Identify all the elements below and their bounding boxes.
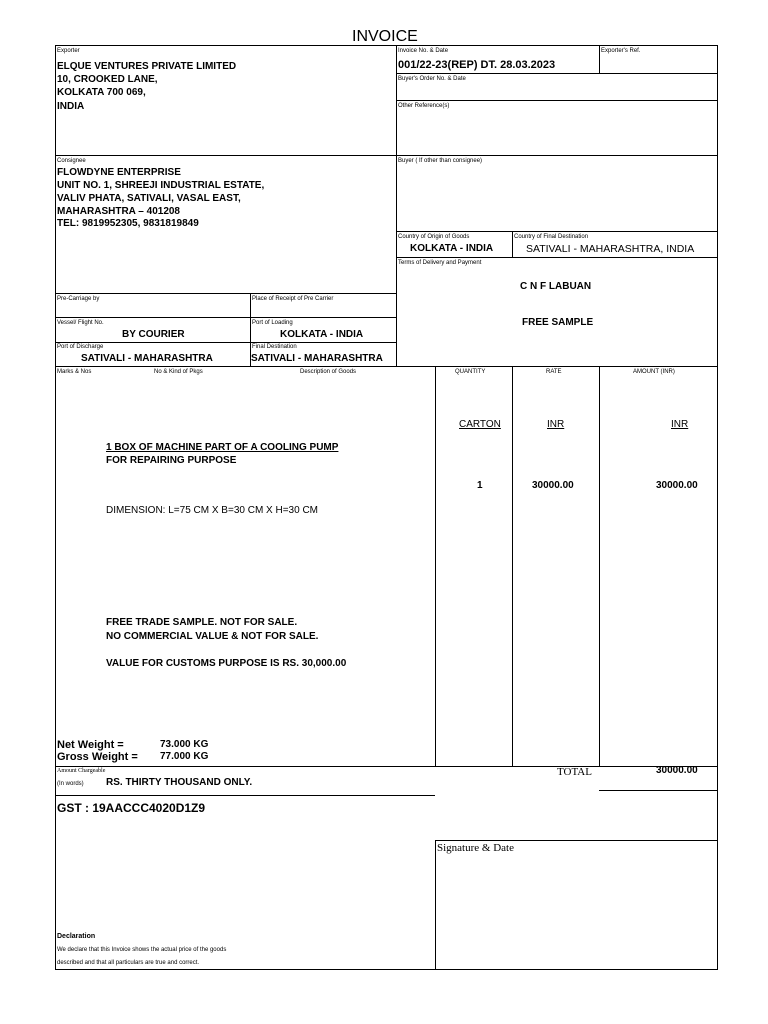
invoice-no-label: Invoice No. & Date	[398, 48, 449, 54]
exporter-name: ELQUE VENTURES PRIVATE LIMITED	[57, 61, 237, 72]
origin-label: Country of Origin of Goods	[398, 234, 470, 240]
description-header: Description of Goods	[300, 369, 357, 375]
terms-label: Terms of Delivery and Payment	[398, 260, 482, 266]
page-title: INVOICE	[352, 28, 418, 45]
declaration-line1: We declare that this Invoice shows the actual price of the goods	[57, 947, 227, 953]
port-discharge-value: SATIVALI - MAHARASHTRA	[81, 353, 213, 364]
final-destination-country-label: Country of Final Destination	[514, 234, 589, 240]
signature-date-label: Signature & Date	[437, 842, 514, 854]
final-destination-value: SATIVALI - MAHARASHTRA	[251, 353, 383, 364]
gross-weight-label: Gross Weight =	[57, 751, 138, 763]
invoice-no-value: 001/22-23(REP) DT. 28.03.2023	[398, 59, 556, 71]
in-words-label: (In words)	[57, 781, 84, 787]
exporter-label: Exporter	[57, 48, 80, 54]
port-loading-label: Port of Loading	[252, 320, 293, 326]
amount-chargeable-label: Amount Chargeable	[57, 768, 106, 774]
buyer-label: Buyer ( If other than consignee)	[398, 158, 483, 164]
amount-value: 30000.00	[656, 480, 698, 491]
port-loading-value: KOLKATA - INDIA	[280, 329, 364, 340]
exporters-ref-label: Exporter's Ref.	[601, 48, 641, 54]
amount-in-words: RS. THIRTY THOUSAND ONLY.	[106, 777, 253, 788]
kind-of-pkgs-header: No & Kind of Pkgs	[154, 369, 203, 375]
dimension: DIMENSION: L=75 CM X B=30 CM X H=30 CM	[106, 505, 319, 516]
gross-weight-value: 77.000 KG	[160, 751, 209, 762]
consignee-name: FLOWDYNE ENTERPRISE	[57, 167, 181, 178]
gst-number: GST : 19AACCC4020D1Z9	[57, 801, 206, 815]
note-no-commercial-value: NO COMMERCIAL VALUE & NOT FOR SALE.	[106, 631, 319, 642]
port-discharge-label: Port of Discharge	[57, 344, 104, 350]
vessel-value: BY COURIER	[122, 329, 185, 340]
amount-header: AMOUNT (INR)	[633, 369, 675, 375]
rate-currency: INR	[547, 419, 565, 430]
final-destination-label: Final Destination	[252, 344, 297, 350]
declaration-label: Declaration	[57, 933, 96, 940]
final-destination-country-value: SATIVALI - MAHARASHTRA, INDIA	[526, 243, 695, 255]
note-free-trade-sample: FREE TRADE SAMPLE. NOT FOR SALE.	[106, 617, 298, 628]
net-weight-label: Net Weight =	[57, 739, 124, 751]
place-of-receipt-label: Place of Receipt of Pre Carrier	[252, 296, 334, 302]
consignee-address-line2: VALIV PHATA, SATIVALI, VASAL EAST,	[57, 193, 241, 204]
exporter-address-line3: INDIA	[57, 101, 85, 112]
quantity-value: 1	[477, 480, 483, 491]
exporter-address-line2: KOLKATA 700 069,	[57, 87, 146, 98]
total-label: TOTAL	[557, 766, 592, 778]
declaration-line2: described and that all particulars are true and correct.	[57, 960, 200, 966]
buyers-order-label: Buyer's Order No. & Date	[398, 76, 466, 82]
rate-header: RATE	[546, 369, 562, 375]
consignee-address-line3: MAHARASHTRA – 401208	[57, 206, 180, 217]
net-weight-value: 73.000 KG	[160, 739, 209, 750]
consignee-label: Consignee	[57, 158, 86, 164]
quantity-unit: CARTON	[459, 419, 501, 430]
goods-description-line2: FOR REPAIRING PURPOSE	[106, 455, 237, 466]
consignee-address-line1: UNIT NO. 1, SHREEJI INDUSTRIAL ESTATE,	[57, 180, 265, 191]
other-references-label: Other Reference(s)	[398, 103, 450, 109]
vessel-label: Vessel/ Flight No.	[57, 320, 104, 326]
amount-currency: INR	[671, 419, 689, 430]
pre-carriage-label: Pre-Carriage by	[57, 296, 100, 302]
total-value: 30000.00	[656, 765, 698, 776]
quantity-header: QUANTITY	[455, 369, 486, 375]
origin-value: KOLKATA - INDIA	[410, 243, 494, 254]
consignee-telephone: TEL: 9819952305, 9831819849	[57, 218, 199, 229]
rate-value: 30000.00	[532, 480, 574, 491]
exporter-address-line1: 10, CROOKED LANE,	[57, 74, 158, 85]
goods-description-line1: 1 BOX OF MACHINE PART OF A COOLING PUMP	[106, 442, 339, 453]
note-customs-value: VALUE FOR CUSTOMS PURPOSE IS RS. 30,000.00	[106, 658, 347, 669]
marks-header: Marks & Nos	[57, 369, 92, 375]
terms-line2: FREE SAMPLE	[522, 317, 594, 328]
terms-line1: C N F LABUAN	[520, 281, 592, 292]
